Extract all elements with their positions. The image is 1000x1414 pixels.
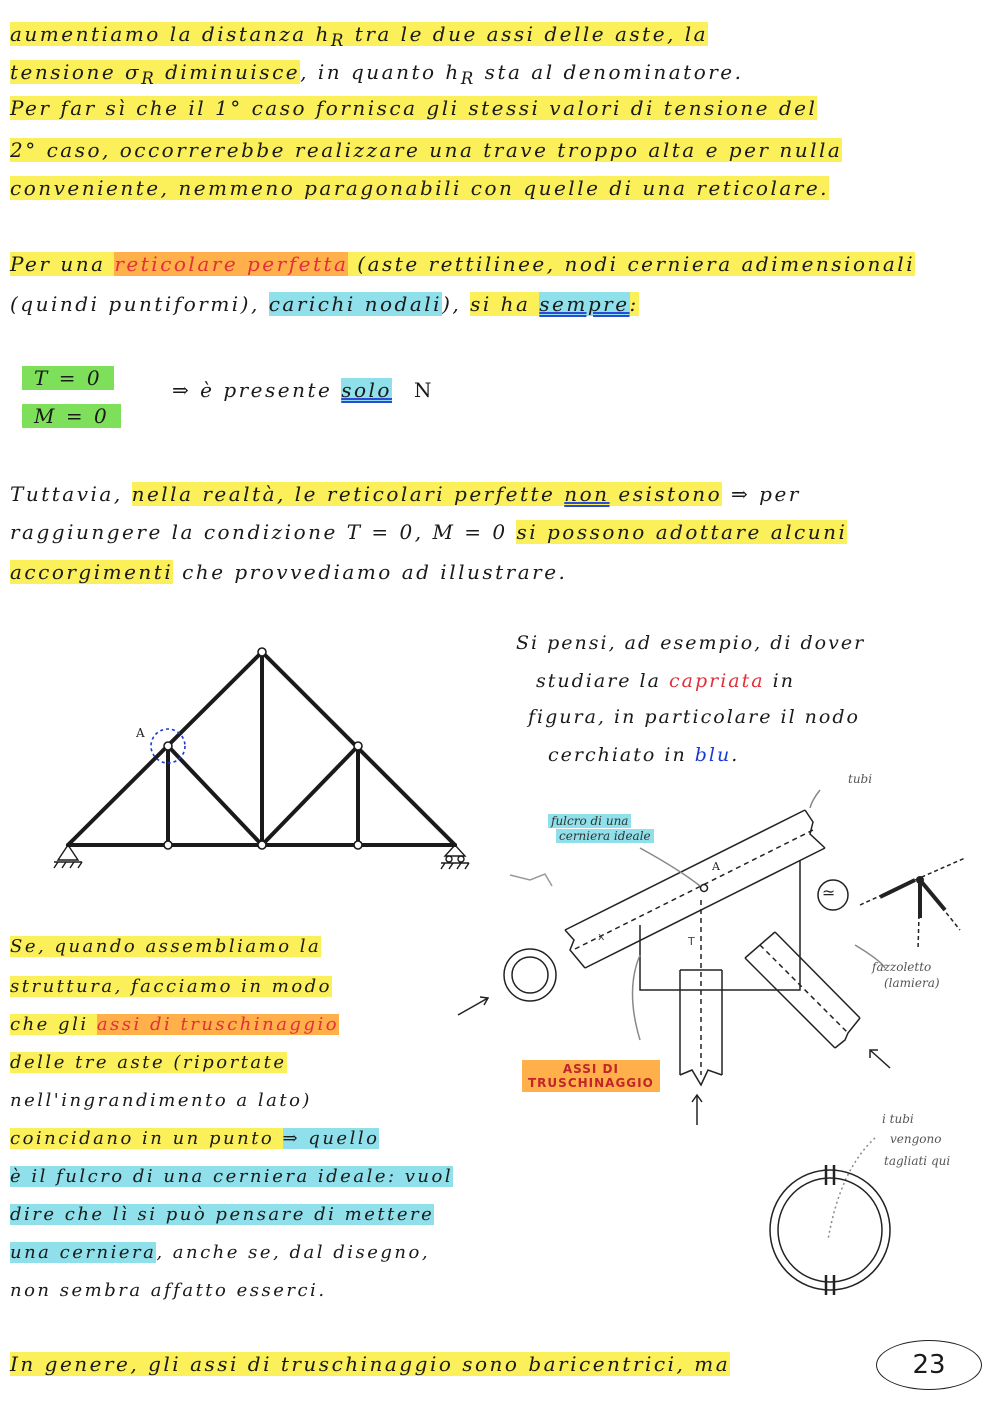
p4-line-10: non sembra affatto esserci. bbox=[10, 1280, 327, 1301]
p4-line-2: struttura, facciamo in modo bbox=[10, 976, 333, 997]
side-note-blu: blu bbox=[694, 744, 732, 766]
eq-n: N bbox=[413, 378, 434, 402]
p4-text-l9a: una cerniera bbox=[10, 1242, 157, 1263]
side-note-line-3: figura, in particolare il nodo bbox=[528, 706, 860, 728]
p4-line-8: dire che lì si può pensare di mettere bbox=[10, 1204, 435, 1225]
p4-text-l6b: ⇒ quello bbox=[282, 1128, 380, 1149]
p4-line-7: è il fulcro di una cerniera ideale: vuol bbox=[10, 1166, 454, 1187]
p1-line-2-text-d: sta al denominatore. bbox=[475, 60, 744, 84]
diagonal-tube-axis bbox=[760, 945, 848, 1033]
side-note-cerchiato: cerchiato in bbox=[548, 744, 695, 766]
diagonal-tube-cut bbox=[835, 1018, 860, 1048]
cut-tube-outer bbox=[770, 1170, 890, 1290]
cut-tube-inner bbox=[778, 1178, 882, 1282]
implies-arrow: ⇒ bbox=[172, 378, 192, 402]
eq-text: è presente bbox=[200, 378, 342, 402]
p3-text-e: esistono bbox=[609, 482, 723, 506]
p2-text-h: : bbox=[629, 292, 639, 316]
main-tube-cut bbox=[805, 810, 825, 848]
p2-text-c: (quindi puntiformi), bbox=[10, 292, 269, 316]
p5-text-b: gli assi di truschinaggio sono baricentrici, ma bbox=[148, 1352, 731, 1376]
schematic-bar-solid bbox=[880, 880, 915, 897]
p5-text-a: In genere, bbox=[10, 1352, 149, 1376]
eq-solo: solo bbox=[341, 378, 392, 402]
side-note-dot: . bbox=[731, 744, 740, 766]
p3-text-non: non bbox=[564, 482, 610, 506]
p4-term-truschinaggio: assi di truschinaggio bbox=[96, 1014, 340, 1035]
p4-line-9 bbox=[10, 1242, 430, 1263]
leader-line bbox=[828, 1138, 875, 1240]
p1-line-2-sub: R bbox=[141, 69, 157, 88]
p1-line-4: 2° caso, occorrerebbe realizzare una trave troppo alta e per nulla bbox=[10, 138, 843, 162]
p4-text-l6a: coincidano in un punto bbox=[10, 1128, 283, 1149]
eq-t: T = 0 bbox=[22, 366, 114, 390]
leader-line bbox=[633, 955, 641, 1040]
p2-text-a: Per una bbox=[10, 252, 115, 276]
p4-text-l3a: che gli bbox=[10, 1014, 97, 1035]
tagli-label-2: vengono bbox=[890, 1132, 942, 1146]
p3-text-l3b: che provvediamo ad illustrare. bbox=[173, 560, 568, 584]
p3-text-l2a: raggiungere la condizione T = 0, M = 0 bbox=[10, 520, 517, 544]
p1-line-2-text-b: diminuisce bbox=[156, 60, 301, 84]
tubi-label: tubi bbox=[848, 772, 873, 786]
hand-mark bbox=[510, 874, 552, 886]
fazzoletto-label-2: (lamiera) bbox=[884, 976, 940, 990]
p4-line-5: nell'ingrandimento a lato) bbox=[10, 1090, 312, 1111]
p2-text-f: si ha bbox=[470, 292, 540, 316]
p3-text-f: ⇒ per bbox=[722, 482, 801, 506]
diagonal-tube-edge bbox=[775, 932, 860, 1018]
p1-line-1-text-a: aumentiamo la distanza h bbox=[10, 22, 331, 46]
side-note-text: studiare la bbox=[536, 670, 669, 692]
p3-text-b: nella realtà bbox=[131, 482, 278, 506]
p1-line-3: Per far sì che il 1° caso fornisca gli stessi valori di tensione del bbox=[10, 96, 818, 120]
schematic-bar-solid bbox=[920, 880, 945, 910]
diagonal-tube-end bbox=[745, 932, 775, 958]
main-tube-edge bbox=[565, 810, 805, 930]
p4-line-3 bbox=[10, 1014, 339, 1035]
p4-line-1: Se, quando assembliamo la bbox=[10, 936, 322, 957]
side-note-in: in bbox=[764, 670, 795, 692]
p2-term-reticolare: reticolare perfetta bbox=[114, 252, 349, 276]
side-note-capriata: capriata bbox=[669, 670, 765, 692]
leader-line bbox=[810, 790, 820, 808]
p3-text-l3a: accorgimenti bbox=[10, 560, 174, 584]
p1-line-2-text-a: tensione σ bbox=[10, 60, 142, 84]
fazzoletto-label-1: fazzoletto bbox=[872, 960, 932, 974]
p4-text-l9b: , anche se, dal disegno, bbox=[156, 1242, 431, 1263]
p1-line-5: conveniente, nemmeno paragonabili con quelle di una reticolare. bbox=[10, 176, 830, 200]
node-a-point bbox=[701, 885, 708, 892]
p3-text-a: Tuttavia, bbox=[10, 482, 132, 506]
main-tube-edge bbox=[585, 848, 825, 968]
badge-line-2: TRUSCHINAGGIO bbox=[528, 1076, 654, 1090]
p2-term-carichi: carichi nodali bbox=[268, 292, 443, 316]
schematic-bar bbox=[915, 858, 965, 880]
tube-section-inner bbox=[512, 957, 548, 993]
fulcro-label-2: cerniera ideale bbox=[556, 829, 654, 843]
assi-truschinaggio-badge bbox=[522, 1060, 660, 1092]
page-number: 23 bbox=[876, 1340, 982, 1390]
p1-line-1-sub: R bbox=[330, 31, 346, 50]
truss-node-a-label: A bbox=[136, 726, 145, 740]
fulcro-label-1: fulcro di una bbox=[548, 814, 631, 828]
dim-mark: x bbox=[598, 930, 605, 943]
tagli-label-3: tagliati qui bbox=[884, 1154, 951, 1168]
p3-text-c: , le reticolari perfette bbox=[277, 482, 565, 506]
badge-line-1: ASSI DI bbox=[562, 1062, 619, 1076]
tagli-label-1: i tubi bbox=[882, 1112, 914, 1126]
p1-line-2-text-c: , in quanto h bbox=[300, 60, 461, 84]
side-note-line-1: Si pensi, ad esempio, di dover bbox=[516, 632, 866, 654]
p4-line-4: delle tre aste (riportate bbox=[10, 1052, 287, 1073]
p2-text-b: (aste rettilinee, nodi cerniera adimensionali bbox=[348, 252, 916, 276]
arrow-icon bbox=[870, 1050, 890, 1068]
schematic-hinge-dot bbox=[916, 876, 924, 884]
arrow-icon bbox=[458, 998, 488, 1015]
p2-text-e: ), bbox=[442, 292, 471, 316]
p1-line-2-sub2: R bbox=[460, 69, 476, 88]
p2-term-sempre: sempre bbox=[539, 292, 630, 316]
detail-node-a-label: A bbox=[712, 860, 720, 873]
approx-symbol: ≃ bbox=[822, 883, 836, 902]
p5-line-1 bbox=[10, 1352, 730, 1376]
diagonal-tube-edge bbox=[745, 958, 835, 1048]
eq-m: M = 0 bbox=[22, 404, 121, 428]
p3-text-l2b: si possono adottare alcuni bbox=[516, 520, 848, 544]
main-tube-axis bbox=[575, 829, 815, 949]
p4-line-6 bbox=[10, 1128, 379, 1149]
p1-line-1-text-b: tra le due assi delle aste, la bbox=[345, 22, 709, 46]
dim-mark: T bbox=[688, 935, 695, 948]
